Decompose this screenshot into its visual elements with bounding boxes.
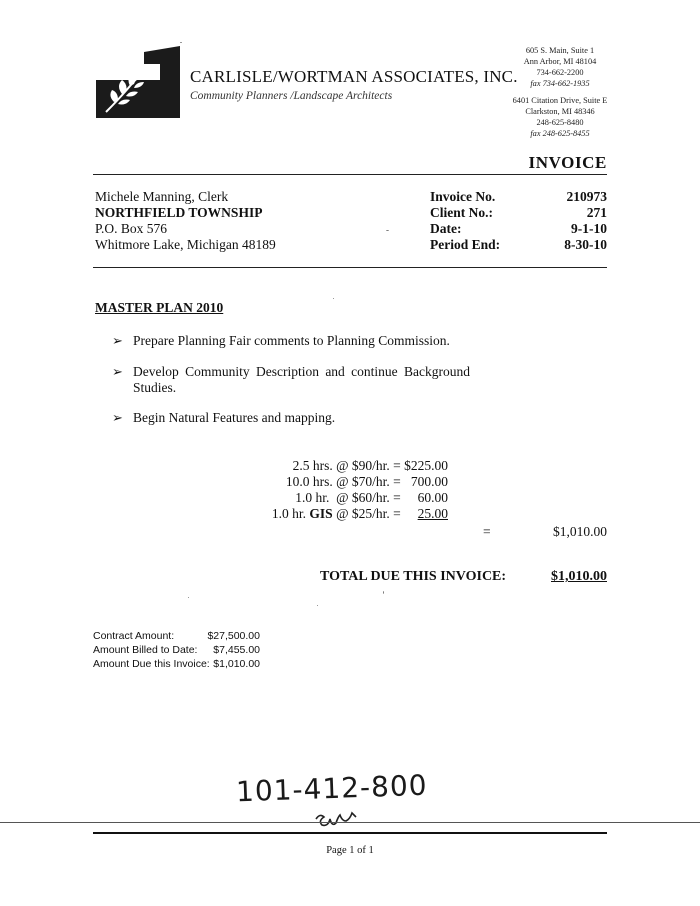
- office-address-ann-arbor: [490, 45, 630, 89]
- company-name: CARLISLE/WORTMAN ASSOCIATES, INC.: [190, 67, 518, 86]
- billing-hours: 1.0 hr. @ $60/hr. =: [295, 490, 401, 505]
- address-line: 6401 Citation Drive, Suite E: [512, 96, 608, 105]
- billing-hours: 2.5 hrs. @ $90/hr. =: [292, 458, 401, 473]
- fax-line: fax 734-662-1935: [530, 79, 590, 88]
- billed-to-date-label: Amount Billed to Date:: [93, 644, 198, 656]
- client-number-label: Client No.:: [430, 205, 493, 220]
- bill-to-divider: [93, 267, 607, 268]
- address-line: Clarkston, MI 48346: [525, 107, 595, 116]
- scan-artifact-line: [0, 822, 700, 823]
- task-text: Begin Natural Features and mapping.: [133, 410, 336, 425]
- contract-amount-label: Contract Amount:: [93, 630, 175, 642]
- billing-hours: 10.0 hrs. @ $70/hr. =: [285, 474, 401, 489]
- footer-divider: [93, 832, 607, 834]
- task-text: Prepare Planning Fair comments to Planning Commission.: [133, 333, 450, 348]
- bill-to-address-line1: P.O. Box 576: [95, 221, 168, 236]
- page-number: Page 1 of 1: [326, 845, 374, 856]
- scan-speck: [333, 298, 334, 299]
- period-end-value: 8-30-10: [564, 237, 607, 252]
- header-divider: [93, 174, 607, 175]
- bill-to-contact: Michele Manning, Clerk: [95, 189, 229, 204]
- client-number-value: 271: [586, 205, 607, 220]
- invoice-title: INVOICE: [528, 153, 607, 172]
- handwritten-account-code: 101-412-800: [235, 768, 429, 809]
- project-heading: MASTER PLAN 2010: [95, 300, 224, 315]
- scan-speck: [383, 591, 384, 594]
- task-item: [112, 364, 470, 396]
- phone-line: 734-662-2200: [536, 68, 584, 77]
- billing-gis-label: GIS: [309, 506, 333, 521]
- billing-hours-suffix: @ $25/hr. =: [336, 506, 401, 521]
- address-line: Ann Arbor, MI 48104: [523, 57, 597, 66]
- invoice-number-label: Invoice No.: [430, 189, 496, 204]
- date-value: 9-1-10: [571, 221, 607, 236]
- scan-speck: [317, 605, 318, 606]
- company-tagline: Community Planners /Landscape Architects: [190, 90, 393, 102]
- office-address-clarkston: [490, 95, 630, 139]
- arrowhead-bullet-icon: ➢: [112, 364, 123, 379]
- billing-hours-prefix: 1.0 hr.: [271, 506, 307, 521]
- scan-speck: [188, 597, 189, 598]
- billing-line: [272, 506, 448, 522]
- billing-amount: 60.00: [417, 490, 448, 505]
- task-text: Develop Community Description and continue Background Studies.: [133, 364, 470, 395]
- subtotal-equals: =: [483, 524, 491, 539]
- amount-due-value: $1,010.00: [213, 658, 260, 670]
- billing-line: [295, 490, 448, 506]
- scan-speck: [386, 230, 389, 231]
- phone-line: 248-625-8480: [536, 118, 584, 127]
- total-due-amount: $1,010.00: [551, 569, 607, 584]
- scan-speck: [180, 42, 182, 43]
- fax-line: fax 248-625-8455: [530, 129, 590, 138]
- billing-line: [286, 474, 448, 490]
- billing-amount: 25.00: [417, 506, 448, 521]
- billing-line: [293, 458, 448, 474]
- address-line: 605 S. Main, Suite 1: [525, 46, 595, 55]
- handwritten-signature: [312, 805, 372, 831]
- task-item: [112, 333, 492, 349]
- bill-to-organization: NORTHFIELD TOWNSHIP: [95, 205, 263, 220]
- total-due-label: TOTAL DUE THIS INVOICE:: [320, 569, 507, 584]
- arrowhead-bullet-icon: ➢: [112, 410, 123, 425]
- contract-amount-value: $27,500.00: [207, 630, 260, 642]
- period-end-label: Period End:: [430, 237, 501, 252]
- bill-to-address-line2: Whitmore Lake, Michigan 48189: [95, 237, 276, 252]
- invoice-number-value: 210973: [566, 189, 607, 204]
- arrowhead-bullet-icon: ➢: [112, 333, 123, 348]
- company-logo: [96, 46, 180, 118]
- billing-amount: 700.00: [410, 474, 448, 489]
- amount-due-label: Amount Due this Invoice:: [93, 658, 210, 670]
- subtotal-amount: $1,010.00: [553, 524, 607, 539]
- billed-to-date-value: $7,455.00: [213, 644, 260, 656]
- date-label: Date:: [430, 221, 462, 236]
- task-item: [112, 410, 492, 426]
- billing-amount: $225.00: [404, 458, 448, 473]
